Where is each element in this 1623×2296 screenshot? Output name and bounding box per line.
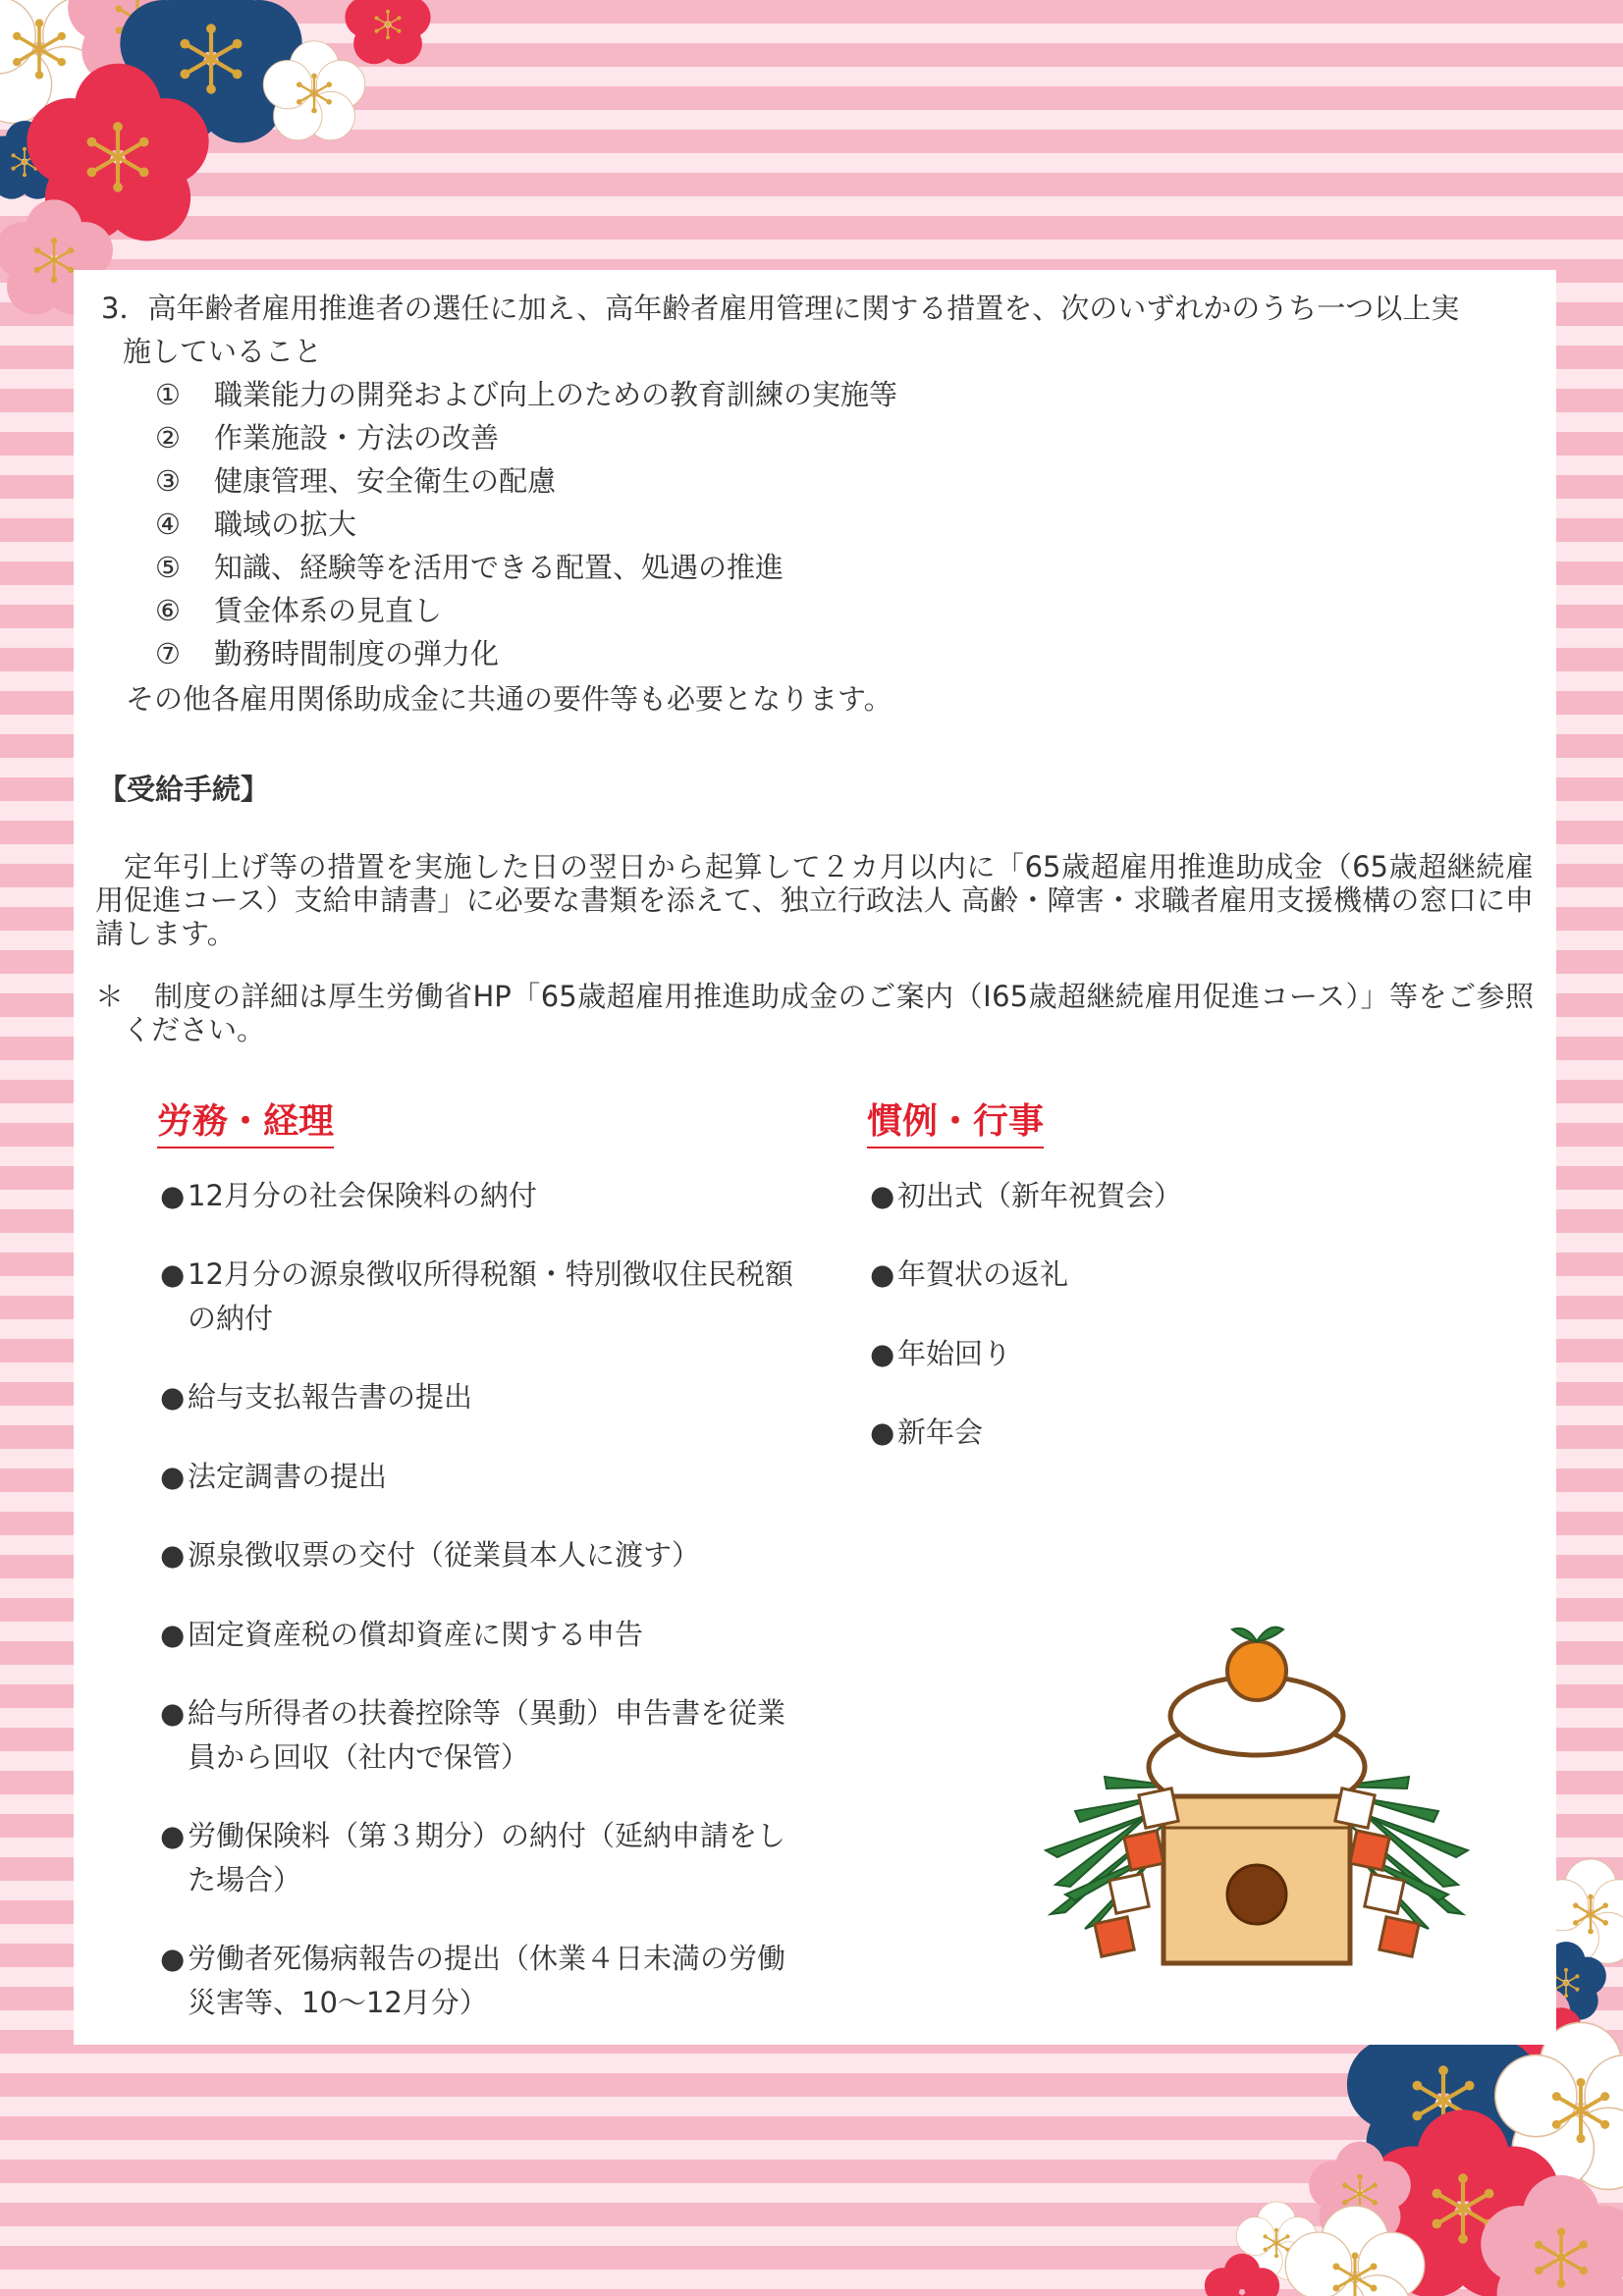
- list-item: ● 12月分の社会保険料の納付: [160, 1179, 537, 1212]
- list-item: ● 年始回り: [870, 1337, 1012, 1370]
- list-item: ④ 職域の拡大: [155, 507, 357, 541]
- list-item: ② 作業施設・方法の改善: [155, 421, 500, 454]
- list-item: ① 職業能力の開発および向上のための教育訓練の実施等: [155, 378, 898, 411]
- procedure-footnote: [95, 980, 1534, 1046]
- list-item: ● 法定調書の提出: [160, 1460, 388, 1493]
- list-item: ● 源泉徴収票の交付（従業員本人に渡す）: [160, 1538, 701, 1572]
- list-item: ● 労働者死傷病報告の提出（休業４日未満の労働災害等、10～12月分）: [160, 1942, 786, 2019]
- procedure-body: 定年引上げ等の措置を実施した日の翌日から起算して２カ月以内に「65歳超雇用推進助成金（65歳超継続雇用促進コース）支給申請書」に必要な書類を添えて、独立行政法人 高齢・障害・求職者雇用支援機構の窓口に申請します。: [95, 850, 1534, 950]
- requirement-note: その他各雇用関係助成金に共通の要件等も必要となります。: [126, 682, 893, 716]
- list-item: ● 新年会: [870, 1415, 984, 1449]
- list-item: ● 初出式（新年祝賀会）: [870, 1179, 1183, 1212]
- footnote-text: 制度の詳細は厚生労働省HP「65歳超雇用推進助成金のご案内（Ⅰ65歳超継続雇用促進コース）」等をご参照ください。: [123, 980, 1534, 1046]
- list-item: ③ 健康管理、安全衛生の配慮: [155, 464, 557, 498]
- requirement-3-line1: 3．高年齢者雇用推進者の選任に加え、高年齢者雇用管理に関する措置を、次のいずれかのうち一つ以上実: [101, 292, 1460, 325]
- labor-section-title: 労務・経理: [157, 1099, 334, 1148]
- footnote-mark: ＊: [95, 980, 125, 1013]
- list-item: ⑤ 知識、経験等を活用できる配置、処遇の推進: [155, 551, 784, 584]
- list-item: ● 労働保険料（第３期分）の納付（延納申請をした場合）: [160, 1819, 786, 1896]
- procedure-heading: 【受給手続】: [98, 773, 270, 806]
- kagami-mochi-icon: [1036, 1600, 1478, 1973]
- requirement-3-line2: 施していること: [123, 335, 323, 368]
- list-item: ⑥ 賃金体系の見直し: [155, 594, 443, 627]
- list-item: ● 固定資産税の償却資産に関する申告: [160, 1618, 644, 1651]
- list-item: ● 給与所得者の扶養控除等（異動）申告書を従業員から回収（社内で保管）: [160, 1696, 786, 1774]
- list-item: ⑦ 勤務時間制度の弾力化: [155, 637, 500, 670]
- list-item: ● 12月分の源泉徴収所得税額・特別徴収住民税額の納付: [160, 1257, 793, 1335]
- list-item: ● 年賀状の返礼: [870, 1257, 1069, 1291]
- list-item: ● 給与支払報告書の提出: [160, 1380, 473, 1414]
- customs-section-title: 慣例・行事: [867, 1099, 1044, 1148]
